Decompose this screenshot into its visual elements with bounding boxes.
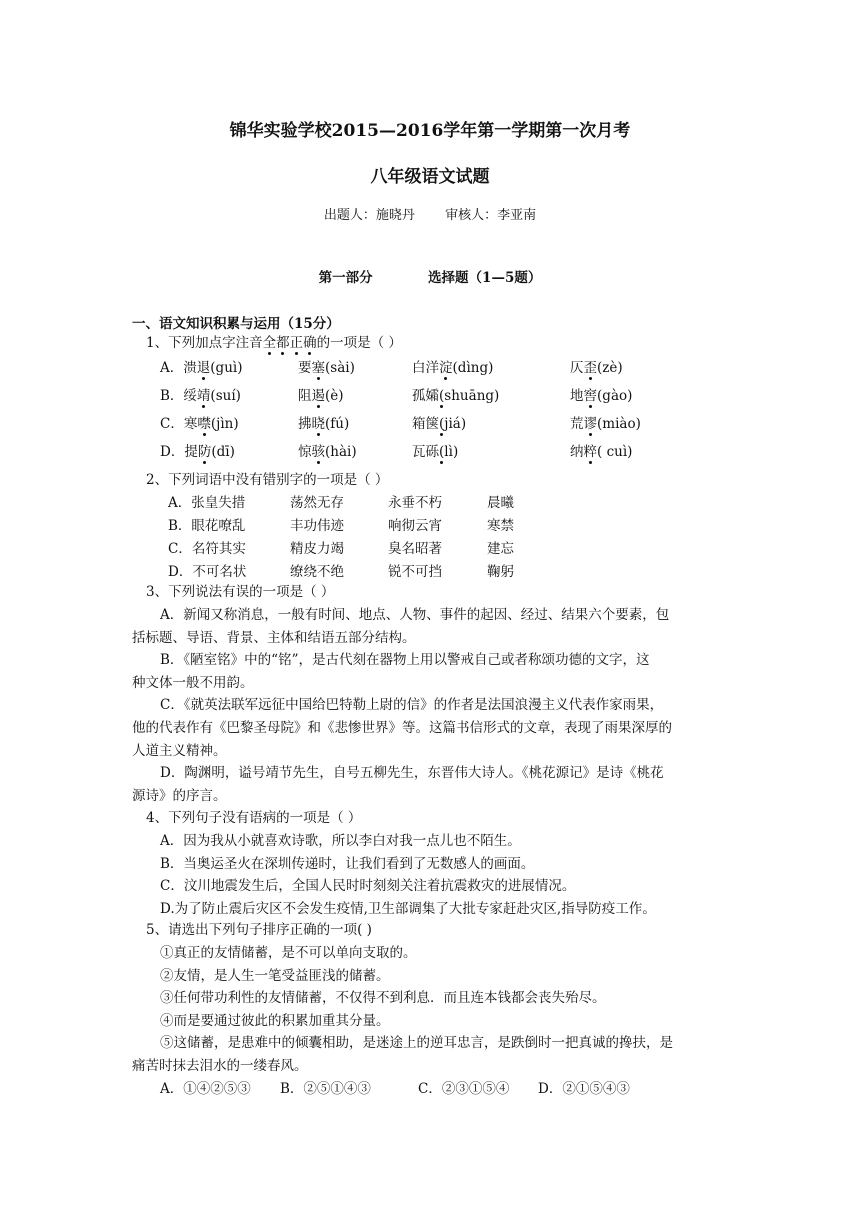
q2-option-item: 响彻云宵 [388, 518, 442, 534]
q3-line: 括标题、导语、背景、主体和结语五部分结构。 [132, 629, 416, 646]
q5-option: C．②③①⑤④ [418, 1081, 510, 1097]
q4-line: D.为了防止震后灾区不会发生疫情,卫生部调集了大批专家赶赴灾区,指导防疫工作。 [160, 900, 656, 917]
q5-option: A．①④②⑤③ [160, 1081, 251, 1097]
q2-option-item: 荡然无存 [290, 495, 344, 511]
q1-option-item: 阻遏(è) [298, 388, 344, 404]
q5-line: ④而是要通过彼此的积累加重其分量。 [160, 1012, 390, 1029]
q5-stem: 5、请选出下列句子排序正确的一项( ) [146, 922, 372, 938]
q1-option-item: 拂晓(fú) [298, 416, 350, 432]
q3-stem: 3、下列说法有误的一项是（ ） [146, 584, 335, 600]
q2-option-item: A．张皇失措 [168, 495, 246, 511]
part-heading [0, 266, 860, 286]
q1-stem-a: 1、下列加点字注音 [146, 335, 263, 351]
q5-line: ③任何带功利性的友情储蓄，不仅得不到利息．而且连本钱都会丧失殆尽。 [160, 990, 606, 1007]
q2-option-item: 永垂不朽 [388, 495, 442, 511]
q4-line: C．汶川地震发生后，全国人民时时刻刻关注着抗震救灾的进展情况。 [160, 878, 576, 895]
part-label: 第一部分 [318, 270, 373, 286]
q1-option-item: 孤孀(shuāng) [412, 388, 500, 404]
q5-options [160, 1080, 720, 1098]
q3-line: 人道主义精神。 [132, 742, 227, 759]
q1-option-item: C．寒噤(jìn) [160, 416, 239, 432]
q5-line: 痛苦时抹去泪水的一缕春风。 [132, 1058, 308, 1074]
q3-line: 源诗》的序言。 [132, 787, 227, 804]
exam-authors [0, 204, 860, 223]
q1-option-item: 要塞(sài) [298, 360, 355, 376]
q3-line: B．《陋室铭》中的“铭”，是古代刻在器物上用以警戒自己或者称颂功德的文字，这 [160, 652, 650, 669]
q5-option: D．②①⑤④③ [538, 1081, 630, 1097]
q2-option-item: B．眼花嘹乱 [168, 518, 246, 534]
q1-option-item: D．提防(dī) [160, 444, 235, 460]
q2-option-item: 晨曦 [487, 495, 514, 511]
q5-line: ②友情，是人生一笔受益匪浅的储蓄。 [160, 967, 390, 984]
q2-option-item: D．不可名状 [168, 564, 247, 580]
q2-option-item: 臭名昭著 [388, 541, 442, 557]
q1-option-item: 纳粹( cuì) [570, 444, 633, 460]
q4-line: B．当奥运圣火在深圳传递时，让我们看到了无数感人的画面。 [160, 855, 535, 872]
q1-stem-emphasis: 全都正确 [262, 335, 317, 351]
q2-option-item: 精皮力竭 [290, 541, 344, 557]
q2-option-item: 鞠躬 [487, 564, 514, 580]
q2-option-item: 丰功伟迹 [290, 518, 344, 534]
q2-option-item: 缭绕不绝 [290, 564, 344, 580]
q1-option-item: A．溃退(guì) [160, 360, 243, 376]
q1-option-item: 瓦砾(lì) [412, 444, 459, 460]
q1-stem [146, 334, 402, 352]
q1-option-item: 箱箧(jiá) [412, 416, 467, 432]
q2-option-item: 建忘 [487, 541, 514, 557]
exam-title: 锦华实验学校2015—2016学年第一学期第一次月考 [229, 121, 631, 141]
q1-option-item: 荒谬(miào) [570, 416, 641, 432]
q1-option-item: 惊骇(hài) [298, 444, 357, 460]
q1-option-item: 白洋淀(dìng) [412, 360, 494, 376]
q2-stem: 2、下列词语中没有错别字的一项是（ ） [146, 472, 389, 488]
q2-option-item: 锐不可挡 [388, 564, 442, 580]
q3-line: 他的代表作有《巴黎圣母院》和《悲惨世界》等。这篇书信形式的文章，表现了雨果深厚的 [132, 720, 672, 736]
q4-stem: 4、下列句子没有语病的一项是（ ） [146, 810, 362, 826]
q5-line: ⑤这储蓄，是患难中的倾囊相助，是迷途上的逆耳忠言，是跌倒时一把真诚的搀扶，是 [160, 1035, 673, 1052]
q1-option-item: 地窖(gào) [570, 388, 633, 404]
q5-option: B．②⑤①④③ [280, 1081, 371, 1097]
q4-line: A．因为我从小就喜欢诗歌，所以李白对我一点儿也不陌生。 [160, 833, 521, 849]
q5-line: ①真正的友情储蓄，是不可以单向支取的。 [160, 945, 417, 961]
q3-line: C．《就英法联军远征中国给巴特勒上尉的信》的作者是法国浪漫主义代表作家雨果， [160, 697, 664, 714]
q1-option-item: 仄歪(zè) [570, 360, 623, 376]
exam-subtitle: 八年级语文试题 [370, 167, 490, 187]
setter: 出题人：施晓丹 [323, 208, 415, 223]
q1-option-item: B．绥靖(suí) [160, 388, 241, 404]
q3-line: 种文体一般不用韵。 [132, 674, 254, 691]
part-range: 选择题（1—5题） [428, 270, 542, 286]
q2-option-item: 寒禁 [487, 518, 514, 534]
reviewer: 审核人：李亚南 [445, 208, 537, 223]
q3-line: D．陶渊明，谥号靖节先生，自号五柳先生，东晋伟大诗人。《桃花源记》是诗《桃花 [160, 765, 664, 782]
q2-option-item: C．名符其实 [168, 541, 246, 557]
q1-stem-c: 的一项是（ ） [316, 335, 402, 351]
section-heading: 一、语文知识积累与运用（15分） [132, 316, 340, 332]
q3-line: A．新闻又称消息，一般有时间、地点、人物、事件的起因、经过、结果六个要素，包 [160, 607, 670, 623]
